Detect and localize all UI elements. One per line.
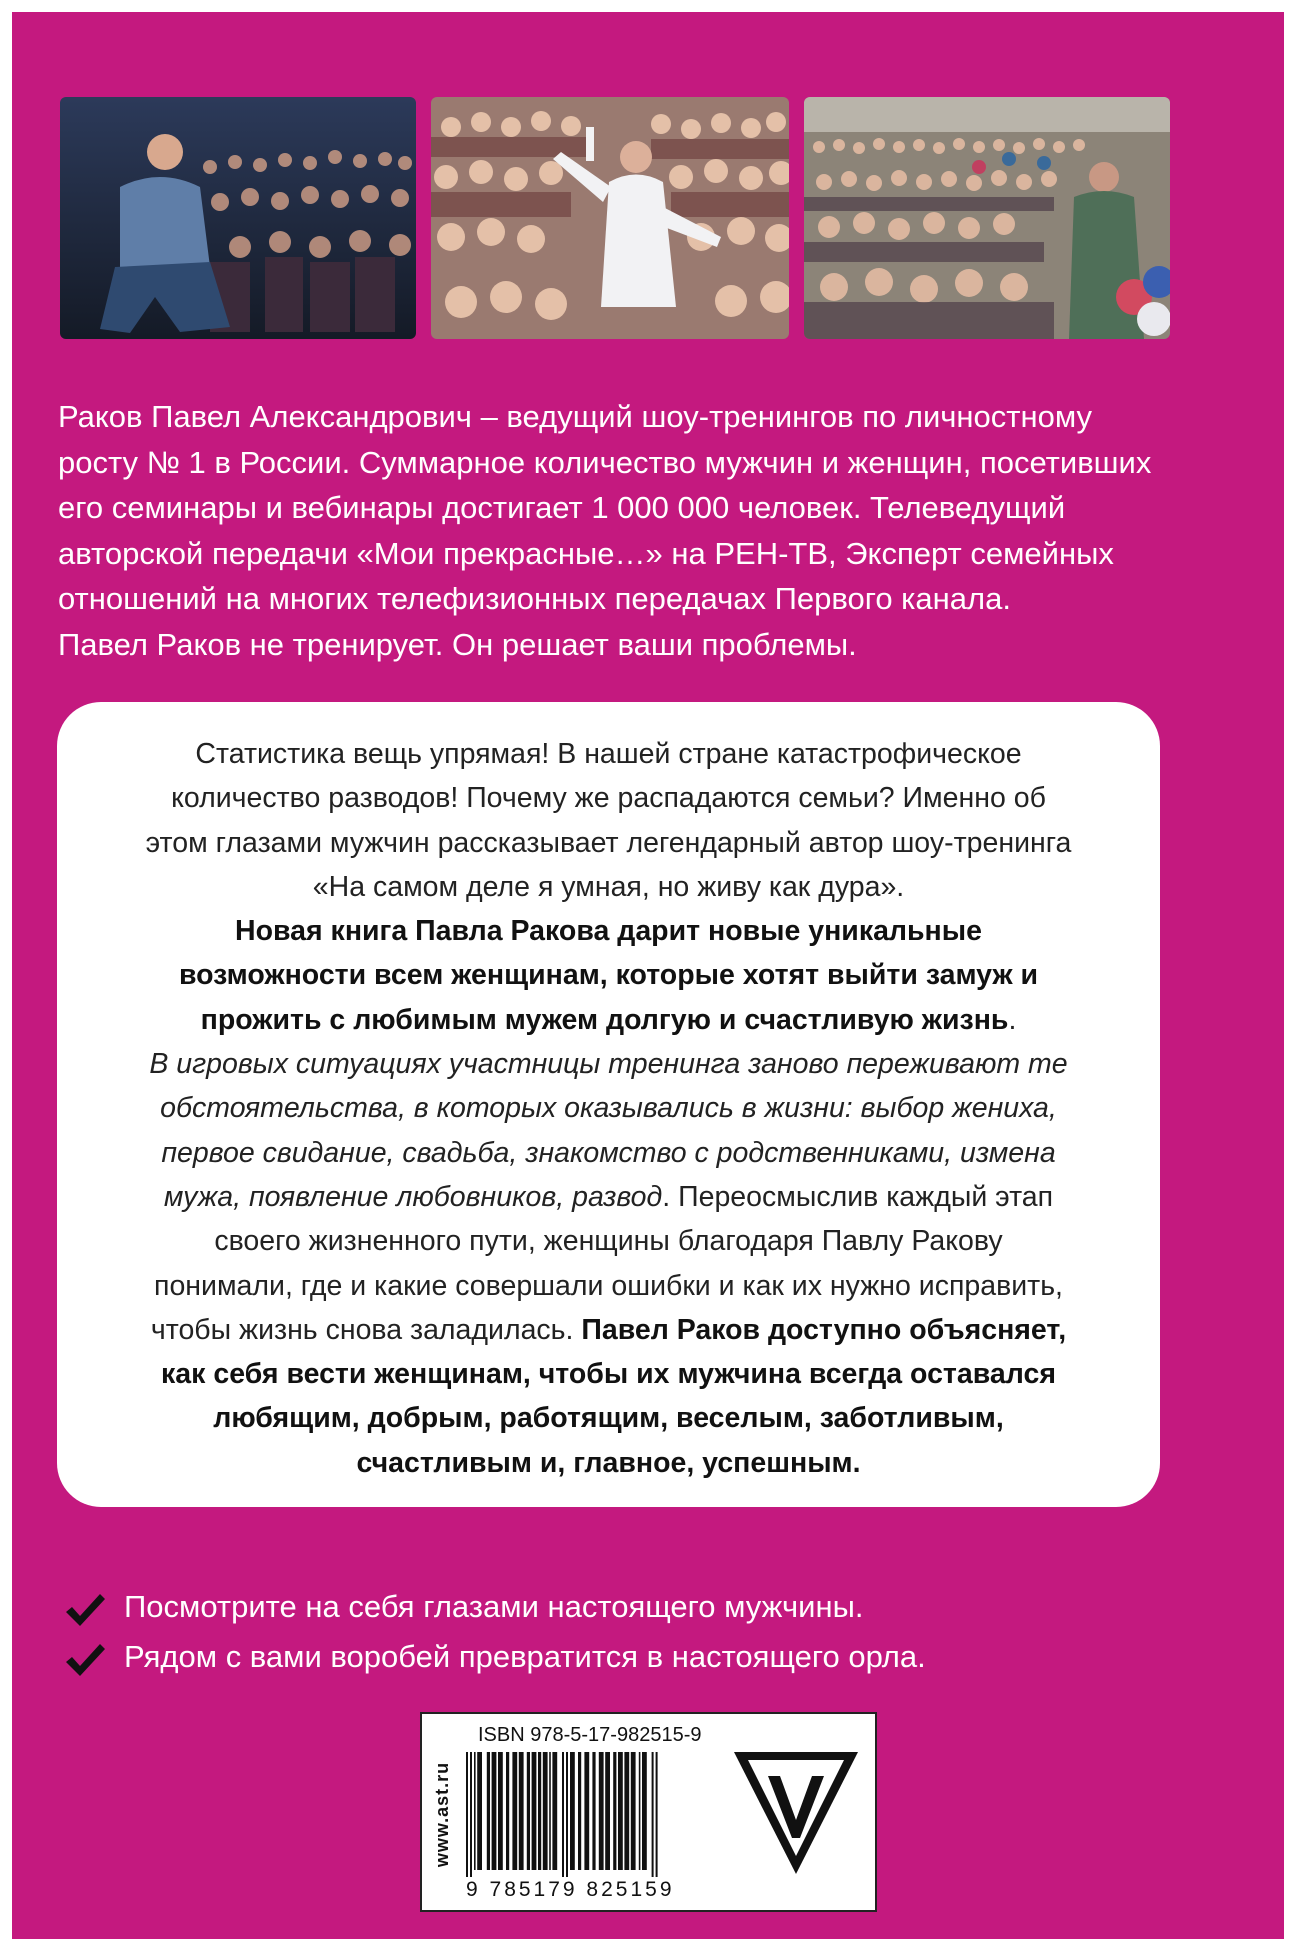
- barcode-bar: [512, 1752, 517, 1870]
- bio-line: Раков Павел Александрович – ведущий шоу-тренингов по личностному: [58, 399, 1092, 434]
- barcode-bar: [592, 1752, 595, 1870]
- bold-line: счастливым и, главное, успешным.: [356, 1446, 861, 1479]
- bio-line: росту № 1 в России. Суммарное количество мужчин и женщин, посетивших: [58, 444, 1152, 480]
- bio-line: авторской передачи «Мои прекрасные…» на РЕН-ТВ, Эксперт семейных: [58, 535, 1114, 571]
- barcode-bar: [527, 1752, 530, 1870]
- publisher-url: [428, 1722, 458, 1906]
- plain-line: чтобы жизнь снова заладилась.: [150, 1313, 582, 1346]
- barcode-bar: [618, 1752, 623, 1870]
- bold-line: Павел Раков доступно объясняет,: [581, 1313, 1067, 1346]
- bold-line: как себя вести женщинам, чтобы их мужчина всегда оставался: [161, 1358, 1056, 1391]
- barcode-block: [420, 1712, 877, 1912]
- checklist-item: [60, 1632, 1160, 1682]
- barcode-guard-bar: [466, 1752, 468, 1877]
- checklist-text: Посмотрите на себя глазами настоящего мужчины.: [124, 1589, 864, 1624]
- photo-speaker-raised-hand: [431, 97, 789, 339]
- barcode-bar: [538, 1752, 541, 1870]
- barcode-bar: [552, 1752, 557, 1870]
- bold-line: Новая книга Павла Ракова дарит новые уникальные: [235, 915, 982, 948]
- barcode-bar: [624, 1752, 629, 1870]
- italic-line: первое свидание, свадьба, знакомство с родственниками, измена: [161, 1136, 1056, 1169]
- barcode-bar: [474, 1752, 476, 1870]
- checklist-text: Рядом с вами воробей превратится в настоящего орла.: [124, 1639, 926, 1674]
- barcode-bar: [487, 1752, 490, 1870]
- barcode-bar: [549, 1752, 551, 1870]
- checkmark-icon: [64, 1592, 106, 1628]
- bold-line: прожить с любимым мужем долгую и счастливую жизнь: [200, 1003, 1009, 1036]
- barcode-bar: [639, 1752, 641, 1870]
- intro-line: Статистика вещь упрямая! В нашей стране катастрофическое: [195, 738, 1022, 770]
- barcode-bar: [506, 1752, 509, 1870]
- v-triangle-logo: [728, 1748, 864, 1878]
- barcode-bars: [464, 1752, 720, 1877]
- barcode-bar: [613, 1752, 616, 1870]
- italic-line: обстоятельства, в которых оказывались в жизни: выбор жениха,: [160, 1092, 1057, 1125]
- barcode-bar: [605, 1752, 610, 1870]
- barcode-guard-bar: [566, 1752, 568, 1877]
- checkmark-icon: [64, 1642, 106, 1678]
- bio-line: Павел Раков не тренирует. Он решает ваши проблемы.: [58, 626, 857, 662]
- barcode-bar: [599, 1752, 604, 1870]
- barcode-bar: [543, 1752, 548, 1870]
- barcode-bar: [570, 1752, 575, 1870]
- author-bio: [58, 394, 1178, 668]
- bio-line: отношений на многих телефизионных передачах Первого канала.: [58, 581, 1011, 617]
- bio-line: его семинары и вебинары достигает 1 000 000 человек. Телеведущий: [58, 490, 1066, 526]
- publisher-url-text: www.ast.ru: [432, 1761, 453, 1867]
- italic-line: В игровых ситуациях участницы тренинга заново переживают те: [149, 1048, 1068, 1081]
- intro-line: количество разводов! Почему же распадаются семьи? Именно об: [171, 782, 1046, 815]
- barcode-bar: [642, 1752, 647, 1870]
- barcode-digits: 9 785179 825159: [466, 1878, 675, 1901]
- bold-line: любящим, добрым, работящим, веселым, заботливым,: [213, 1402, 1004, 1435]
- description-text: [87, 732, 1130, 1485]
- bold-line: возможности всем женщинам, которые хотят выйти замуж и: [178, 959, 1039, 992]
- intro-line: «На самом деле я умная, но живу как дура».: [312, 870, 905, 903]
- highlight-bold: [179, 915, 1038, 1036]
- checklist-item: [60, 1582, 1160, 1632]
- barcode-bar: [477, 1752, 482, 1870]
- photo-large-hall: [804, 97, 1170, 339]
- description-panel: [57, 702, 1160, 1507]
- barcode-bar: [532, 1752, 537, 1870]
- barcode-bar: [519, 1752, 524, 1870]
- barcode-guard-bar: [656, 1752, 658, 1877]
- barcode-bar: [492, 1752, 497, 1870]
- photo-seated-speaker: [60, 97, 416, 339]
- barcode-bar: [631, 1752, 636, 1870]
- italic-line: мужа, появление любовников, развод: [163, 1180, 663, 1213]
- barcode-bar: [498, 1752, 503, 1870]
- plain-line: понимали, где и какие совершали ошибки и как их нужно исправить,: [154, 1269, 1063, 1302]
- plain-line: своего жизненного пути, женщины благодаря Павлу Ракову: [214, 1225, 1003, 1258]
- intro-line: этом глазами мужчин рассказывает легендарный автор шоу-тренинга: [145, 826, 1072, 859]
- barcode-guard-bar: [652, 1752, 654, 1877]
- barcode-bar: [584, 1752, 589, 1870]
- barcode-guard-bar: [470, 1752, 472, 1877]
- checklist: [60, 1582, 1160, 1682]
- photo-strip: [60, 97, 1170, 339]
- barcode-bar: [578, 1752, 581, 1870]
- bold-end: .: [1008, 1003, 1017, 1036]
- isbn-text: ISBN 978-5-17-982515-9: [478, 1724, 702, 1746]
- plain-line: . Переосмыслив каждый этап: [662, 1180, 1054, 1213]
- barcode-guard-bar: [562, 1752, 564, 1877]
